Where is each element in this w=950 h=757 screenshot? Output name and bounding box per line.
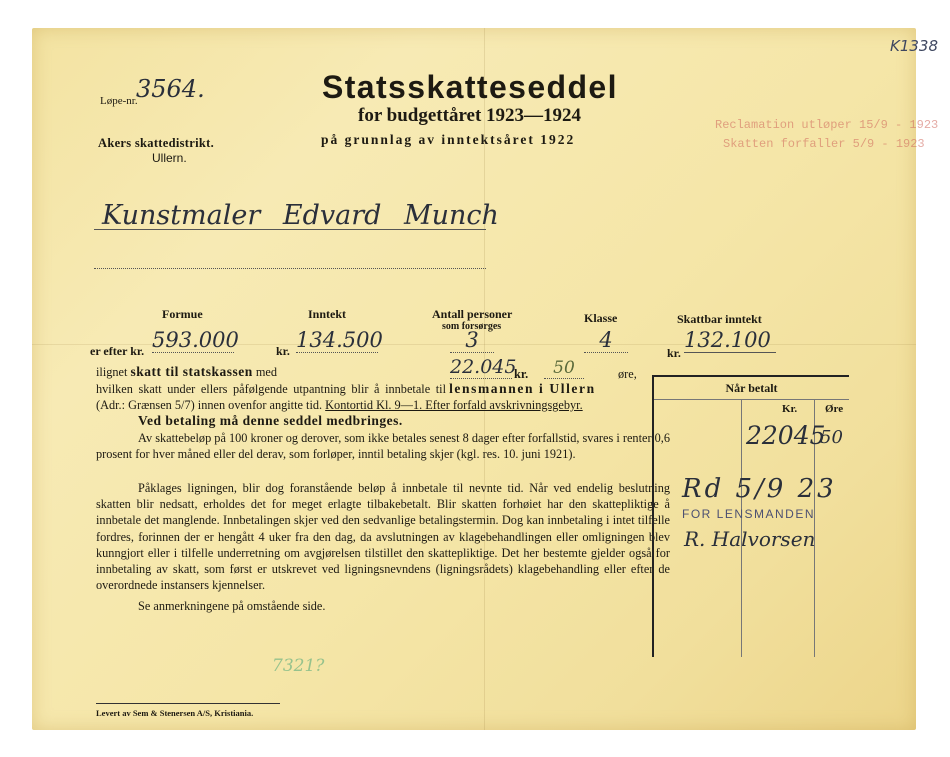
document-basis-year: på grunnlag av inntektsåret 1922: [321, 132, 576, 147]
payment-box: [652, 375, 849, 657]
antall-value: 3: [450, 328, 494, 353]
printer-credit: Levert av Sem & Stenersen A/S, Kristiania.: [96, 703, 280, 718]
payment-amount-kr: 22045: [746, 421, 826, 450]
red-stamp-line: Skatten forfaller 5/9 - 1923: [723, 137, 925, 151]
collector-stamp: FOR LENSMANDEN: [682, 507, 816, 521]
tax-line-1-prefix: ilignet: [96, 365, 128, 379]
collector-signature: R. Halvorsen: [684, 527, 816, 551]
column-label-klasse: Klasse: [584, 311, 618, 325]
name-second-line: [94, 268, 486, 269]
see-reverse-note: Se anmerkningene på omstående side.: [138, 599, 326, 613]
tax-district-sub: Ullern.: [152, 151, 187, 165]
tax-line-3: [96, 397, 583, 413]
tax-line-3-text: (Adr.: Grænsen 5/7) innen ovenfor angitte tid.: [96, 398, 323, 412]
office-hours-notice: Kontortid Kl. 9—1. Efter forfald avskrivningsgebyr.: [325, 398, 583, 412]
klasse-value: 4: [584, 328, 628, 353]
tax-document: [32, 28, 939, 730]
name-underline: [94, 229, 486, 230]
inntekt-value: 134.500: [296, 328, 383, 352]
tax-line-2: [96, 381, 596, 397]
tax-district: Akers skattedistrikt.: [98, 136, 215, 150]
tax-ore-label: øre,: [618, 367, 637, 381]
serial-number-value: 3564.: [136, 75, 205, 103]
payment-kr-label: Kr.: [782, 403, 798, 415]
column-label-antall: Antall personer: [432, 307, 513, 321]
tax-line-1-bold: skatt til statskassen: [130, 364, 253, 379]
payment-date: Rd 5/9 23: [682, 474, 837, 504]
red-date-stamp: [715, 116, 938, 154]
red-stamp-line: Reclamation utløper 15/9 - 1923: [715, 118, 939, 132]
skattbar-value: 132.100: [684, 328, 776, 353]
tax-kr-label: kr.: [514, 367, 529, 381]
tax-line-2-text: hvilken skatt under ellers påfølgende utpantning blir å innbetale til: [96, 382, 446, 396]
document-subtitle: for budgettåret 1923—1924: [358, 105, 582, 126]
tax-line-1-suffix: med: [255, 365, 278, 379]
column-label-formue: Formue: [162, 307, 203, 321]
payment-amount-ore: 50: [820, 427, 843, 448]
tax-amount-ore: 50: [544, 358, 584, 379]
green-pencil-note: 7321?: [272, 656, 325, 676]
payment-ore-label: Øre: [825, 403, 844, 415]
bring-notice: Ved betaling må denne seddel medbringes.: [138, 413, 403, 428]
taxpayer-name: Kunstmaler Edvard Munch: [102, 200, 499, 231]
appeal-paragraph: Påklages ligningen, blir dog foranstående beløp å innbetale til nevnte tid. Når ved endelig beslutning skatten blir nedsatt, erholdes det for meget erlagte tilbakebetalt. Blir skatten forhøiet har den skattepliktige å innbetale det manglende. Innbetalingen skjer ved den sedvanlige betalingstermin. Dog kan innbetaling i intet tilfelle fordres, forinnen der er hengått 4 uker fra den dag, da avslutningen av klagebehandlingen eller omligningen blev kunngjort eller i tilfelle underretning om avgjørelsen tilstillet den skattepliktige. Det her bestemte gjelder også for innbetaling av skatt, som først er utskrevet ved ligningsnevndens (ligningsrådets) klagebehandling eller efter de overordnede instansers kjennelser.: [96, 481, 670, 593]
serial-number-label: Løpe-nr.: [100, 95, 138, 107]
column-label-skattbar: Skattbar inntekt: [677, 312, 762, 326]
archive-number: K1338: [890, 37, 939, 55]
tax-amount-kr: 22.045: [450, 356, 517, 378]
tax-line-1: [96, 364, 277, 380]
formue-value: 593.000: [152, 328, 239, 352]
formue-prefix: er efter kr.: [90, 344, 145, 358]
column-sublabel-antall: som forsørges: [442, 321, 502, 332]
collector-name: lensmannen i Ullern: [449, 381, 596, 396]
document-title: Statsskatteseddel: [322, 69, 618, 105]
skattbar-prefix: kr.: [667, 346, 681, 360]
interest-paragraph: Av skattebeløp på 100 kroner og derover, som ikke betales senest 8 dager efter forfallstid, svares i renter 0,6 prosent for hver måned eller del derav, som forløper, inntil betaling skjer (kgl. res. 10. juni 1921).: [96, 431, 670, 462]
payment-box-header: Når betalt: [654, 377, 849, 400]
column-label-inntekt: Inntekt: [308, 307, 347, 321]
inntekt-prefix: kr.: [276, 344, 290, 358]
